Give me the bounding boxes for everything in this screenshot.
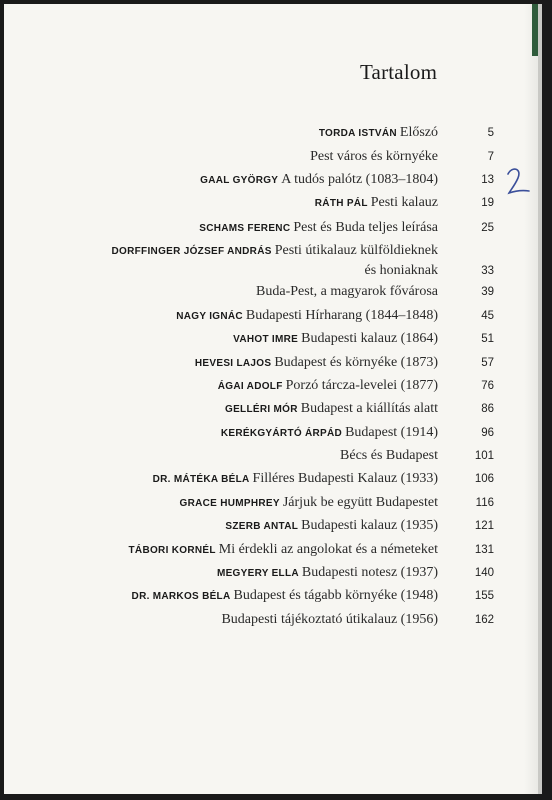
toc-author: NAGY IGNÁC <box>176 311 243 322</box>
toc-author: DR. MÁTÉKA BÉLA <box>152 474 250 485</box>
toc-title: Buda-Pest, a magyarok fővárosa <box>256 284 438 299</box>
toc-entry <box>221 424 438 443</box>
toc-entry <box>112 242 438 261</box>
pen-mark-icon <box>504 164 534 196</box>
toc-row[interactable] <box>4 148 494 168</box>
toc-author: SZERB ANTAL <box>225 521 299 532</box>
toc-page-number: 76 <box>481 380 494 392</box>
toc-title: Filléres Budapesti Kalauz (1933) <box>252 471 438 486</box>
toc-title: A tudós palótz (1083–1804) <box>281 172 438 187</box>
toc-page-number: 7 <box>487 151 494 163</box>
toc-author: TÁBORI KORNÉL <box>128 545 216 556</box>
page-title: Tartalom <box>360 60 438 84</box>
toc-author: GRACE HUMPHREY <box>179 498 280 509</box>
toc-title: Járjuk be együtt Budapestet <box>282 495 438 510</box>
toc-row[interactable] <box>4 219 494 239</box>
toc-page-number: 51 <box>481 333 494 345</box>
toc-row[interactable] <box>4 400 494 420</box>
toc-author: MEGYERY ELLA <box>216 568 299 579</box>
toc-author: ÁGAI ADOLF <box>217 381 283 392</box>
toc-title: Pest és Buda teljes leírása <box>293 220 438 235</box>
toc-row[interactable] <box>4 242 494 262</box>
toc-author: HEVESI LAJOS <box>194 358 272 369</box>
toc-entry <box>218 611 438 630</box>
toc-author: TORDA ISTVÁN <box>318 128 397 139</box>
toc-title: Előszó <box>399 125 438 140</box>
page-spine-shadow <box>524 4 538 794</box>
toc-title: Pesti kalauz <box>370 195 438 210</box>
toc-author: DORFFINGER JÓZSEF ANDRÁS <box>111 246 272 257</box>
toc-entry <box>253 283 438 302</box>
toc-author: GELLÉRI MÓR <box>225 404 298 415</box>
toc-title: Budapest és tágabb környéke (1948) <box>233 588 438 603</box>
toc-title: Pest város és környéke <box>310 149 438 164</box>
toc-entry <box>307 148 438 167</box>
toc-row[interactable] <box>4 587 494 607</box>
toc-page-number: 131 <box>474 544 494 556</box>
toc-page-number: 25 <box>481 222 494 234</box>
toc-row[interactable] <box>4 494 494 514</box>
toc-row[interactable] <box>4 330 494 350</box>
toc-entry <box>362 262 438 281</box>
toc-title: Porzó tárcza-levelei (1877) <box>285 378 438 393</box>
toc-title: Budapest és környéke (1873) <box>274 355 438 370</box>
toc-entry <box>225 517 438 536</box>
toc-title: Budapest (1914) <box>345 425 438 440</box>
toc-row[interactable] <box>4 564 494 584</box>
toc-page-number: 45 <box>481 310 494 322</box>
toc-title: és honiaknak <box>364 263 438 278</box>
toc-page-number: 121 <box>474 520 494 532</box>
toc-page-number: 33 <box>481 265 494 277</box>
toc-page-number: 155 <box>474 590 494 602</box>
toc-page-number: 106 <box>474 473 494 485</box>
toc-author: GAAL GYÖRGY <box>200 175 279 186</box>
toc-entry <box>315 194 438 213</box>
toc-title: Budapesti notesz (1937) <box>301 565 438 580</box>
toc-entry <box>217 564 438 583</box>
toc-entry <box>337 447 438 466</box>
toc-row[interactable] <box>4 354 494 374</box>
book-page <box>4 4 542 794</box>
toc-page-number: 13 <box>481 174 494 186</box>
toc-author: DR. MARKOS BÉLA <box>131 591 231 602</box>
toc-row[interactable] <box>4 194 494 214</box>
toc-entry <box>225 400 438 419</box>
toc-page-number: 39 <box>481 286 494 298</box>
toc-page-number: 140 <box>474 567 494 579</box>
toc-row[interactable] <box>4 124 494 144</box>
toc-title: Budapesti kalauz (1935) <box>301 518 438 533</box>
toc-author: RÁTH PÁL <box>314 198 368 209</box>
toc-row[interactable] <box>4 171 494 191</box>
toc-author: KERÉKGYÁRTÓ ÁRPÁD <box>220 428 343 439</box>
toc-page-number: 162 <box>474 614 494 626</box>
toc-page-number: 116 <box>475 497 494 509</box>
cover-edge <box>532 4 538 56</box>
toc-author: SCHAMS FERENC <box>199 223 291 234</box>
toc-entry <box>153 470 438 489</box>
toc-row[interactable] <box>4 283 494 303</box>
toc-title: Budapest a kiállítás alatt <box>300 401 438 416</box>
toc-entry <box>199 219 438 238</box>
toc-row[interactable] <box>4 307 494 327</box>
toc-title: Budapesti tájékoztató útikalauz (1956) <box>221 612 438 627</box>
toc-row[interactable] <box>4 447 494 467</box>
toc-title: Budapesti kalauz (1864) <box>301 331 438 346</box>
toc-author: VAHOT IMRE <box>233 334 299 345</box>
toc-row[interactable] <box>4 517 494 537</box>
toc-title: Mi érdekli az angolokat és a németeket <box>218 542 438 557</box>
toc-page-number: 86 <box>481 403 494 415</box>
toc-page-number: 19 <box>481 197 494 209</box>
toc-title: Pesti útikalauz külföldieknek <box>274 243 438 258</box>
toc-title: Bécs és Budapest <box>340 448 438 463</box>
toc-entry <box>180 494 438 513</box>
toc-row[interactable] <box>4 424 494 444</box>
toc-row[interactable] <box>4 541 494 561</box>
toc-row[interactable] <box>4 377 494 397</box>
toc-title: Budapesti Hírharang (1844–1848) <box>245 308 438 323</box>
toc-page-number: 96 <box>481 427 494 439</box>
toc-row[interactable] <box>4 611 494 631</box>
toc-entry <box>132 587 438 606</box>
toc-page-number: 101 <box>474 450 494 462</box>
toc-entry <box>319 124 438 143</box>
toc-page-number: 57 <box>481 357 494 369</box>
toc-entry <box>195 354 438 373</box>
toc-row[interactable] <box>4 470 494 490</box>
toc-entry <box>233 330 438 349</box>
toc-entry <box>218 377 438 396</box>
toc-page-number: 5 <box>487 127 494 139</box>
toc-entry <box>129 541 438 560</box>
toc-row[interactable] <box>4 262 494 282</box>
toc-entry <box>200 171 438 190</box>
toc-entry <box>176 307 438 326</box>
